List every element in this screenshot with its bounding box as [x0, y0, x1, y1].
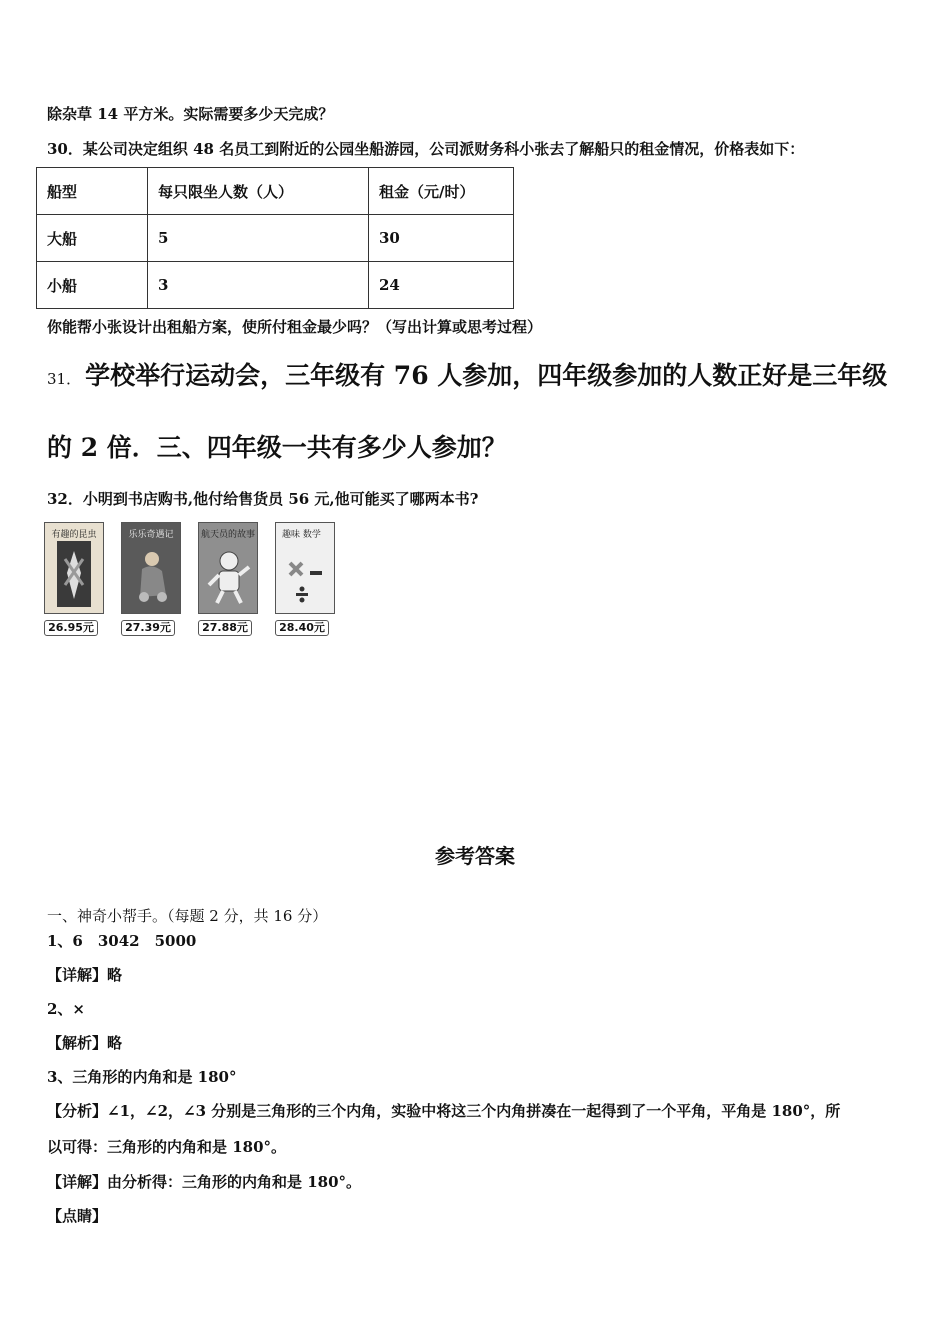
- section-heading: 一、神奇小帮手。（每题 2 分，共 16 分）: [47, 907, 328, 925]
- book-item: [275, 522, 335, 636]
- price-table: [36, 167, 514, 309]
- table-header: 船型: [37, 168, 148, 215]
- answer-3-analysis: 【分析】∠1，∠2，∠3 分别是三角形的三个内角，实验中将这三个内角拼凑在一起得到了一个平角，平角是 180°，所: [47, 1102, 841, 1120]
- book-list: [44, 522, 335, 636]
- price-tag: 27.88元: [198, 620, 252, 636]
- book-cover: [198, 522, 258, 614]
- table-row: [37, 168, 514, 215]
- table-row: [37, 262, 514, 309]
- table-cell: 大船: [37, 215, 148, 262]
- table-header: 每只限坐人数（人）: [148, 168, 369, 215]
- q32-text: 32．小明到书店购书,他付给售货员 56 元,他可能买了哪两本书?: [47, 490, 479, 508]
- table-header: 租金（元/时）: [369, 168, 514, 215]
- book-item: [121, 522, 181, 636]
- q31-text: 学校举行运动会，三年级有 76 人参加，四年级参加的人数正好是三年级: [85, 361, 888, 390]
- answer-3-detail: 【详解】由分析得：三角形的内角和是 180°。: [47, 1173, 362, 1191]
- answer-2-detail: 【解析】略: [47, 1034, 123, 1052]
- q31-line1: [47, 356, 887, 392]
- answer-3-note: 【点睛】: [47, 1207, 108, 1225]
- answers-title: 参考答案: [435, 844, 515, 868]
- q31-number: 31．: [47, 370, 82, 388]
- book-item: [198, 522, 258, 636]
- answer-3-analysis-cont: 以可得：三角形的内角和是 180°。: [47, 1138, 287, 1156]
- book-title: 乐乐奇遇记: [128, 530, 174, 540]
- astronaut-icon: [199, 523, 257, 613]
- price-tag: 26.95元: [44, 620, 98, 636]
- q31-line2: 的 2 倍．三、四年级一共有多少人参加？: [47, 433, 507, 462]
- book-title: 航天员的故事: [200, 530, 255, 540]
- price-tag: 28.40元: [275, 620, 329, 636]
- table-cell: 24: [369, 262, 514, 309]
- table-cell: 3: [148, 262, 369, 309]
- table-row: [37, 215, 514, 262]
- answer-2: 2、×: [47, 1000, 86, 1018]
- answer-1: 1、6 3042 5000: [47, 932, 197, 950]
- q30-question: 你能帮小张设计出租船方案，使所付租金最少吗？（写出计算或思考过程）: [47, 318, 543, 336]
- book-title: 有趣的昆虫: [51, 530, 97, 540]
- table-cell: 30: [369, 215, 514, 262]
- answer-3: 3、三角形的内角和是 180°: [47, 1068, 237, 1086]
- price-tag: 27.39元: [121, 620, 175, 636]
- insect-icon: [45, 523, 103, 613]
- table-cell: 5: [148, 215, 369, 262]
- book-title: 趣味 数学: [282, 530, 321, 540]
- book-cover: [44, 522, 104, 614]
- book-cover: [121, 522, 181, 614]
- answer-1-detail: 【详解】略: [47, 966, 123, 984]
- q29-tail: 除杂草 14 平方米。实际需要多少天完成？: [47, 105, 334, 123]
- book-cover: [275, 522, 335, 614]
- table-cell: 小船: [37, 262, 148, 309]
- math-symbols-icon: [276, 523, 334, 613]
- child-icon: [122, 523, 180, 613]
- q30-text: 30．某公司决定组织 48 名员工到附近的公园坐船游园，公司派财务科小张去了解船只的租金情况，价格表如下：: [47, 140, 805, 158]
- book-item: [44, 522, 104, 636]
